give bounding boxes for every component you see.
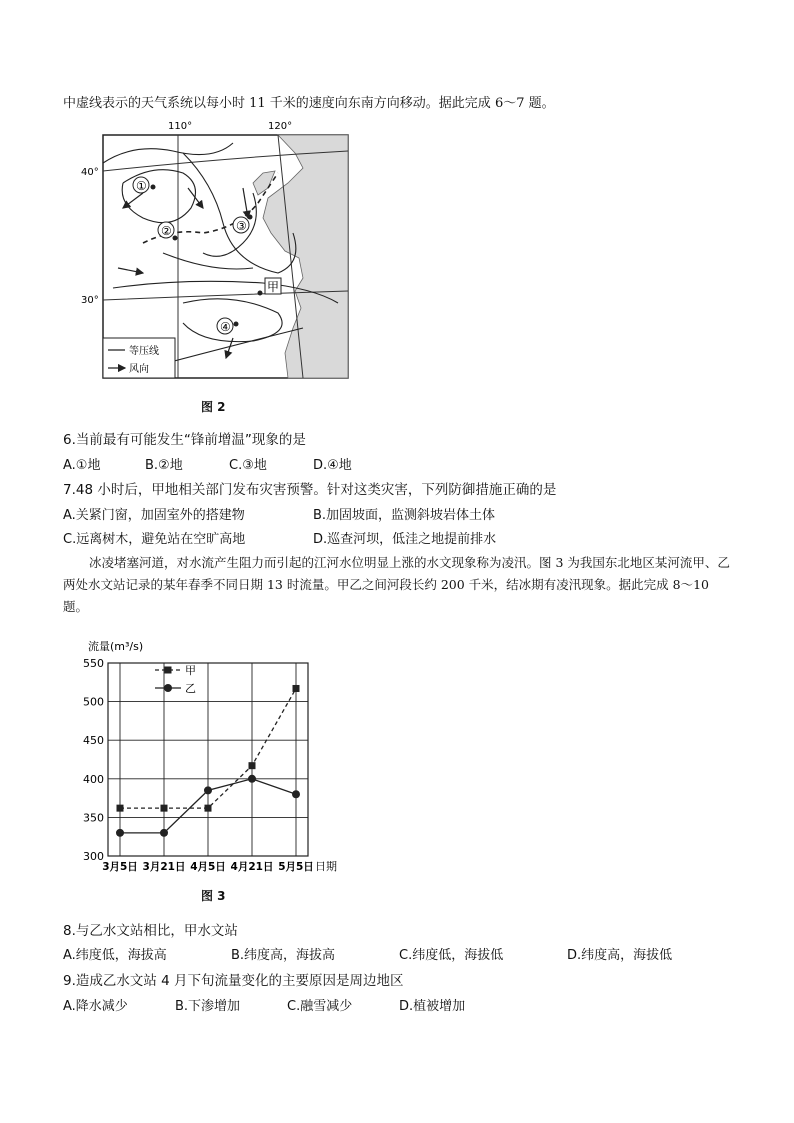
question-9: 9.造成乙水文站 4 月下旬流量变化的主要原因是周边地区 — [63, 973, 404, 989]
question-7: 7.48 小时后，甲地相关部门发布灾害预警。针对这类灾害，下列防御措施正确的是 — [63, 482, 557, 498]
series-point-circle — [116, 829, 124, 837]
question-8-options — [63, 944, 672, 963]
y-tick-label: 500 — [83, 695, 104, 709]
series-point-square — [161, 805, 168, 812]
q9-option-d: D.植被增加 — [399, 999, 466, 1014]
point-3: ③ — [236, 219, 247, 233]
x-tick-label: 3月21日 — [142, 861, 186, 873]
legend-marker-square — [165, 667, 172, 674]
q6-option-a: A.①地 — [63, 458, 101, 473]
flow-chart-figure — [63, 630, 363, 880]
chart-legend — [155, 664, 196, 695]
lon-110: 110° — [168, 121, 193, 132]
y-tick-label: 450 — [83, 734, 104, 748]
series-point-square — [205, 805, 212, 812]
q7-option-c: C.远离树木，避免站在空旷高地 — [63, 532, 246, 547]
q7-option-b: B.加固坡面，监测斜坡岩体土体 — [313, 508, 496, 523]
x-tick-label: 4月21日 — [230, 861, 274, 873]
legend-wind: 风向 — [129, 364, 149, 375]
x-tick-label: 5月5日 — [278, 861, 314, 873]
lon-120: 120° — [268, 121, 293, 132]
chart-xlabel: 日期 — [315, 860, 337, 873]
q9-option-c: C.融雪减少 — [287, 999, 353, 1014]
q6-option-d: D.④地 — [313, 458, 352, 473]
legend-label-0: 甲 — [185, 664, 196, 677]
chart-grid — [108, 663, 308, 856]
intro-6-7: 中虚线表示的天气系统以每小时 11 千米的速度向东南方向移动。据此完成 6～7 题。 — [63, 96, 555, 111]
q9-option-a: A.降水减少 — [63, 999, 128, 1014]
legend-label-1: 乙 — [185, 682, 196, 695]
x-tick-label: 4月5日 — [190, 861, 226, 873]
series-point-square — [117, 805, 124, 812]
intro-8-10: 冰凌堵塞河道，对水流产生阻力而引起的江河水位明显上涨的水文现象称为凌汛。图 3 为我国东北地区某河流甲、乙两处水文站记录的某年春季不同日期 13 时流量。甲乙之间河段长约 200 千米，结冰期有凌汛现象。据此完成 8～10 题。 — [63, 555, 730, 614]
q6-option-b: B.②地 — [145, 458, 183, 473]
q8-option-c: C.纬度低，海拔低 — [399, 948, 504, 963]
q8-option-b: B.纬度高，海拔高 — [231, 948, 336, 963]
q6-option-c: C.③地 — [229, 458, 267, 473]
question-9-options — [63, 995, 465, 1014]
figure3-caption: 图 3 — [201, 889, 226, 903]
question-6-options — [63, 454, 352, 473]
y-tick-label: 300 — [83, 850, 104, 863]
point-1: ① — [136, 179, 147, 193]
lat-30: 30° — [81, 295, 99, 306]
question-7-options-row1 — [63, 504, 495, 523]
place-jia: 甲 — [267, 280, 280, 294]
y-tick-label: 400 — [83, 772, 104, 786]
q7-option-a: A.关紧门窗，加固室外的搭建物 — [63, 508, 245, 523]
legend-isobar: 等压线 — [129, 346, 159, 357]
question-6: 6.当前最有可能发生“锋前增温”现象的是 — [63, 432, 306, 448]
question-7-options-row2 — [63, 528, 496, 547]
y-tick-label: 350 — [83, 811, 104, 825]
point-2: ② — [161, 224, 172, 238]
q9-option-b: B.下渗增加 — [175, 999, 241, 1014]
figure2-caption: 图 2 — [201, 400, 226, 414]
q7-option-d: D.巡查河坝，低洼之地提前排水 — [313, 532, 497, 547]
series-point-square — [249, 762, 256, 769]
weather-map-figure — [63, 113, 363, 413]
chart-ylabel: 流量(m³/s) — [88, 640, 144, 653]
series-point-circle — [204, 786, 212, 794]
chart-xticks — [102, 860, 314, 873]
chart-yticks — [83, 657, 104, 863]
q8-option-d: D.纬度高，海拔低 — [567, 948, 673, 963]
series-point-circle — [248, 775, 256, 783]
lat-40: 40° — [81, 167, 99, 178]
question-8: 8.与乙水文站相比，甲水文站 — [63, 923, 238, 939]
q8-option-a: A.纬度低，海拔高 — [63, 948, 167, 963]
point-4: ④ — [220, 320, 231, 334]
series-point-circle — [292, 790, 300, 798]
legend-marker-circle — [164, 684, 172, 692]
series-point-circle — [160, 829, 168, 837]
series-point-square — [293, 685, 300, 692]
y-tick-label: 550 — [83, 657, 104, 670]
x-tick-label: 3月5日 — [102, 861, 138, 873]
